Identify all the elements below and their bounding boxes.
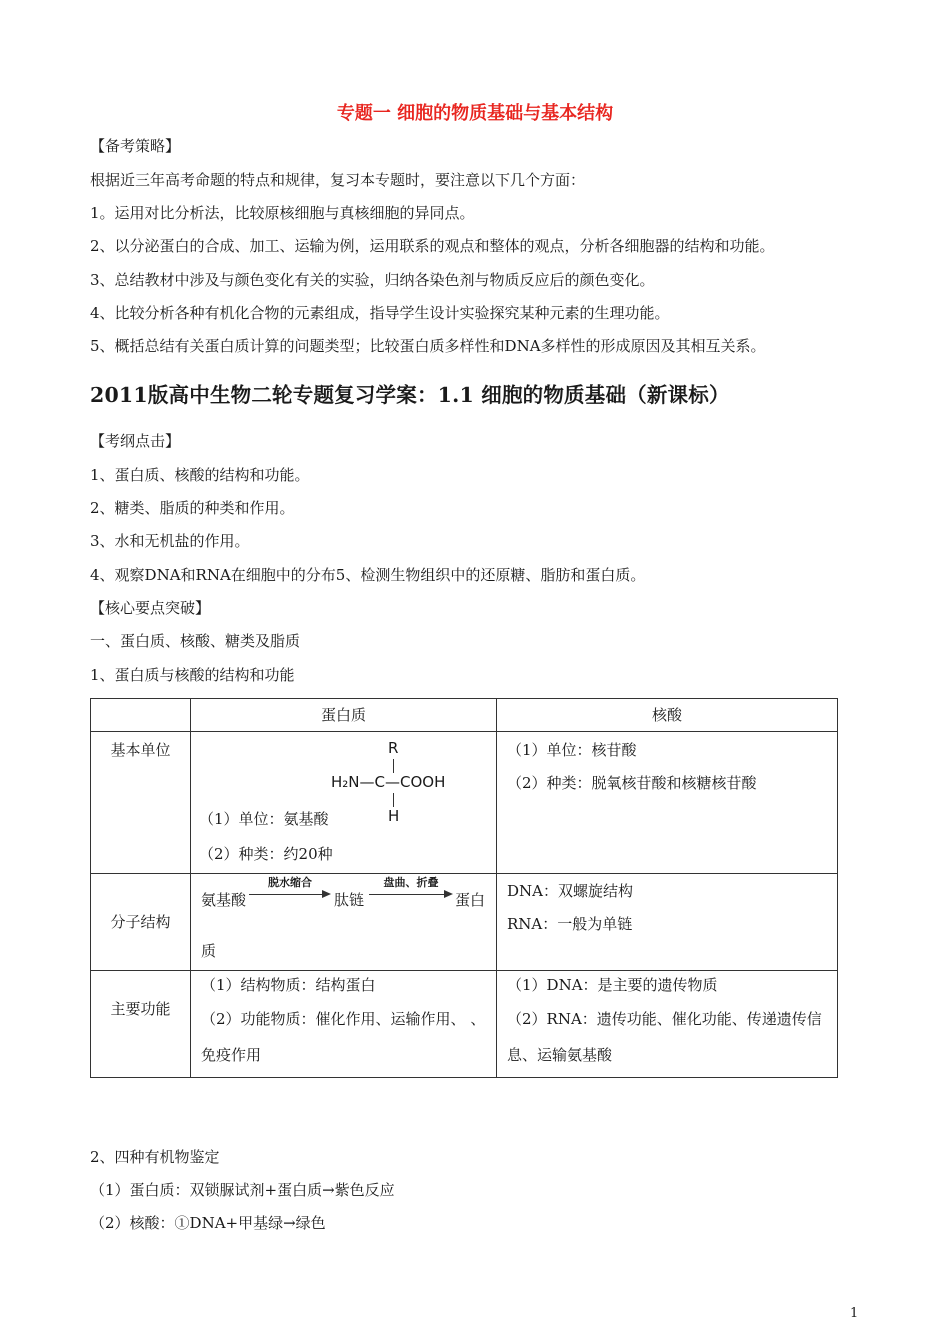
- page-number: 1: [850, 1306, 859, 1321]
- table-header-cell: 核酸: [497, 699, 838, 732]
- outline-item: 3、水和无机盐的作用。: [90, 532, 250, 550]
- structure-part: 质: [201, 942, 217, 960]
- formula-h: H: [388, 807, 400, 825]
- structure-part: 肽链: [334, 891, 365, 909]
- protein-types: （2）种类：约20种: [199, 845, 333, 863]
- amino-acid-structure-formula: [331, 738, 481, 826]
- arrow-dehydration: [249, 877, 331, 903]
- row-label: 主要功能: [110, 1000, 171, 1018]
- comparison-table: [90, 698, 838, 1078]
- table-header-cell: [91, 699, 191, 732]
- outline-item: 4、观察DNA和RNA在细胞中的分布5、检测生物组织中的还原糖、脂肪和蛋白质。: [90, 566, 646, 584]
- table-row: [91, 971, 838, 1078]
- table-header-cell: 蛋白质: [191, 699, 497, 732]
- strategy-intro: 根据近三年高考命题的特点和规律，复习本专题时，要注意以下几个方面：: [90, 171, 586, 189]
- dna-structure: DNA：双螺旋结构: [507, 882, 633, 900]
- arrow-label: 盘曲、折叠: [383, 876, 439, 889]
- protein-function: 免疫作用: [201, 1046, 262, 1064]
- arrow-label: 脱水缩合: [268, 876, 312, 889]
- document-title: 专题一 细胞的物质基础与基本结构: [336, 103, 614, 124]
- core-subheading: 1、蛋白质与核酸的结构和功能: [90, 666, 295, 684]
- formula-main-chain: H₂N—C—COOH: [331, 773, 446, 791]
- section-title: 2011版高中生物二轮专题复习学案：1.1 细胞的物质基础（新课标）: [90, 383, 730, 407]
- strategy-item: 4、比较分析各种有机化合物的元素组成，指导学生设计实验探究某种元素的生理功能。: [90, 304, 670, 322]
- nucleic-function: （1）DNA：是主要的遗传物质: [507, 976, 718, 994]
- formula-r-group: R: [388, 739, 399, 757]
- outline-item: 2、糖类、脂质的种类和作用。: [90, 499, 295, 517]
- nucleic-unit: （1）单位：核苷酸: [507, 741, 637, 759]
- structure-part: 蛋白: [455, 891, 486, 909]
- row-label: 基本单位: [110, 741, 171, 759]
- identify-item: （1）蛋白质：双锁脲试剂+蛋白质→紫色反应: [90, 1181, 395, 1199]
- strategy-item: 5、概括总结有关蛋白质计算的问题类型；比较蛋白质多样性和DNA多样性的形成原因及其相互关系。: [90, 337, 766, 355]
- arrow-folding: [369, 877, 453, 903]
- table-header-row: [91, 699, 838, 732]
- strategy-item: 2、以分泌蛋白的合成、加工、运输为例，运用联系的观点和整体的观点，分析各细胞器的结构和功能。: [90, 237, 775, 255]
- outline-item: 1、蛋白质、核酸的结构和功能。: [90, 466, 310, 484]
- nucleic-function: （2）RNA：遗传功能、催化功能、传递遗传信: [507, 1010, 822, 1028]
- table-row: [91, 732, 838, 874]
- core-subheading: 一、蛋白质、核酸、糖类及脂质: [90, 632, 301, 650]
- outline-heading: 【考纲点击】: [90, 432, 181, 450]
- nucleic-function: 息、运输氨基酸: [507, 1046, 613, 1064]
- identify-heading: 2、四种有机物鉴定: [90, 1148, 220, 1166]
- structure-part: 氨基酸: [201, 891, 247, 909]
- rna-structure: RNA：一般为单链: [507, 915, 633, 933]
- protein-function: （1）结构物质：结构蛋白: [201, 976, 376, 994]
- protein-unit: （1）单位：氨基酸: [199, 810, 329, 828]
- core-heading: 【核心要点突破】: [90, 599, 211, 617]
- strategy-heading: 【备考策略】: [90, 137, 181, 155]
- nucleic-types: （2）种类：脱氧核苷酸和核糖核苷酸: [507, 774, 757, 792]
- row-label: 分子结构: [110, 913, 171, 931]
- table-row: [91, 874, 838, 971]
- strategy-item: 3、总结教材中涉及与颜色变化有关的实验，归纳各染色剂与物质反应后的颜色变化。: [90, 271, 655, 289]
- strategy-item: 1。运用对比分析法，比较原核细胞与真核细胞的异同点。: [90, 204, 475, 222]
- protein-function: （2）功能物质：催化作用、运输作用、 、: [201, 1010, 486, 1028]
- identify-item: （2）核酸：①DNA+甲基绿→绿色: [90, 1214, 326, 1232]
